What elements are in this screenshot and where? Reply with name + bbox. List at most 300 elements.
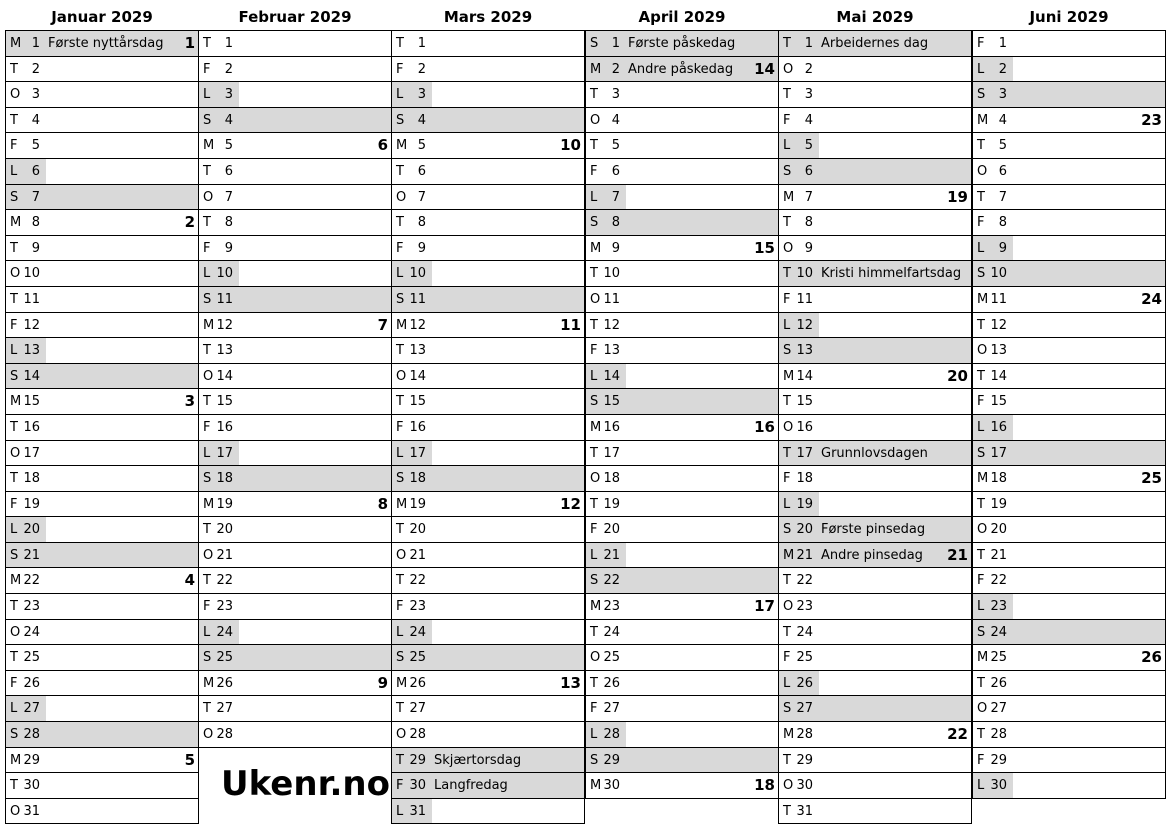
weekday-letter: S: [783, 343, 792, 359]
weekday-letter: S: [590, 36, 599, 51]
day-number: 21: [23, 547, 40, 563]
day-row: [199, 108, 391, 134]
weekday-letter: T: [396, 522, 404, 538]
day-row: [199, 313, 391, 339]
day-row: [586, 441, 778, 467]
day-number: 6: [611, 163, 620, 179]
weekday-letter: O: [783, 240, 794, 256]
day-number: 22: [603, 573, 620, 589]
day-number: 9: [998, 240, 1007, 256]
weekday-letter: F: [977, 36, 985, 51]
day-row: [973, 389, 1165, 415]
weekday-letter: F: [590, 522, 598, 538]
day-row: [779, 645, 971, 671]
week-number: 7: [377, 315, 388, 334]
weekday-letter: F: [396, 240, 404, 256]
weekday-letter: T: [203, 522, 211, 538]
day-row: [392, 645, 584, 671]
day-number: 16: [603, 419, 620, 435]
weekday-letter: T: [783, 36, 791, 51]
weekday-letter: T: [977, 317, 985, 333]
day-number: 12: [603, 317, 620, 333]
day-number: 27: [409, 701, 426, 717]
weekday-letter: M: [10, 215, 22, 231]
weekday-letter: T: [203, 394, 211, 410]
week-number: 25: [1141, 469, 1162, 488]
holiday-name: Første pinsedag: [821, 522, 926, 538]
day-row: [779, 466, 971, 492]
day-number: 18: [23, 471, 40, 487]
weekday-letter: L: [396, 87, 404, 103]
day-row: [199, 415, 391, 441]
weekday-letter: F: [203, 240, 211, 256]
day-row: [973, 441, 1165, 467]
day-number: 19: [603, 496, 620, 512]
day-number: 15: [603, 394, 620, 410]
day-row: [392, 31, 584, 57]
day-number: 15: [23, 394, 40, 410]
day-row: [779, 57, 971, 83]
day-row: [6, 620, 198, 646]
day-number: 16: [990, 419, 1007, 435]
day-row: [199, 389, 391, 415]
day-row: [973, 133, 1165, 159]
day-row: [973, 517, 1165, 543]
day-number: 23: [796, 599, 813, 615]
day-number: 4: [31, 112, 40, 128]
weekday-letter: O: [396, 368, 407, 384]
week-number: 8: [377, 494, 388, 513]
day-row: [973, 466, 1165, 492]
weekday-letter: T: [783, 394, 791, 410]
day-row: [779, 159, 971, 185]
weekday-letter: F: [977, 215, 985, 231]
day-row: [392, 133, 584, 159]
day-row: [392, 799, 584, 825]
day-row: [973, 748, 1165, 774]
holiday-name: Kristi himmelfartsdag: [821, 266, 962, 282]
weekday-letter: L: [396, 803, 404, 819]
day-number: 13: [216, 343, 233, 359]
day-row: [586, 210, 778, 236]
day-row: [199, 159, 391, 185]
day-row: [973, 261, 1165, 287]
weekday-letter: M: [590, 419, 602, 435]
weekday-letter: S: [783, 701, 792, 717]
day-number: 30: [796, 778, 813, 794]
day-row: [199, 645, 391, 671]
day-row: [779, 338, 971, 364]
day-number: 6: [998, 163, 1007, 179]
day-number: 3: [611, 87, 620, 103]
day-number: 11: [23, 291, 40, 307]
day-row: [392, 108, 584, 134]
day-row: [199, 722, 391, 748]
weekday-letter: M: [203, 138, 215, 154]
month-column: [198, 0, 392, 748]
day-row: [6, 722, 198, 748]
weekday-letter: M: [977, 112, 989, 128]
day-row: [779, 313, 971, 339]
holiday-name: Andre pinsedag: [821, 547, 923, 563]
weekday-letter: S: [977, 445, 986, 461]
day-number: 6: [804, 163, 813, 179]
day-row: [973, 645, 1165, 671]
weekday-letter: O: [977, 701, 988, 717]
day-number: 4: [417, 112, 426, 128]
day-number: 3: [31, 87, 40, 103]
weekday-letter: M: [783, 727, 795, 743]
week-number: 12: [560, 494, 581, 513]
day-number: 14: [409, 368, 426, 384]
day-number: 25: [990, 650, 1007, 666]
day-row: [586, 773, 778, 799]
day-number: 10: [216, 266, 233, 282]
month-column: [391, 0, 585, 824]
day-number: 24: [216, 624, 233, 640]
weekday-letter: T: [203, 36, 211, 51]
weekday-letter: L: [10, 163, 18, 179]
weekday-letter: M: [10, 394, 22, 410]
weekday-letter: F: [977, 573, 985, 589]
day-row: [392, 185, 584, 211]
day-number: 29: [409, 752, 426, 768]
weekday-letter: M: [783, 189, 795, 205]
day-number: 9: [611, 240, 620, 256]
weekday-letter: S: [203, 650, 212, 666]
weekday-letter: T: [396, 163, 404, 179]
weekday-letter: S: [590, 573, 599, 589]
day-row: [973, 568, 1165, 594]
day-number: 3: [224, 87, 233, 103]
day-number: 10: [990, 266, 1007, 282]
day-row: [779, 108, 971, 134]
day-number: 20: [796, 522, 813, 538]
weekday-letter: O: [977, 163, 988, 179]
weekday-letter: T: [977, 675, 985, 691]
day-number: 26: [216, 675, 233, 691]
weekday-letter: O: [10, 624, 21, 640]
day-number: 7: [224, 189, 233, 205]
day-number: 11: [216, 291, 233, 307]
day-row: [6, 31, 198, 57]
week-number: 21: [947, 545, 968, 564]
day-row: [586, 517, 778, 543]
day-row: [973, 594, 1165, 620]
day-row: [6, 82, 198, 108]
day-row: [6, 313, 198, 339]
weekday-letter: S: [590, 752, 599, 768]
weekday-letter: O: [783, 599, 794, 615]
day-number: 10: [603, 266, 620, 282]
day-number: 3: [998, 87, 1007, 103]
day-number: 5: [804, 138, 813, 154]
day-row: [392, 338, 584, 364]
day-row: [973, 185, 1165, 211]
day-number: 17: [990, 445, 1007, 461]
weekday-letter: O: [590, 471, 601, 487]
week-number: 19: [947, 187, 968, 206]
week-number: 20: [947, 366, 968, 385]
weekday-letter: M: [396, 675, 408, 691]
weekday-letter: F: [977, 394, 985, 410]
day-row: [6, 364, 198, 390]
day-number: 14: [23, 368, 40, 384]
weekday-letter: T: [977, 368, 985, 384]
day-number: 23: [409, 599, 426, 615]
day-row: [586, 82, 778, 108]
day-list: [391, 30, 585, 824]
day-number: 24: [603, 624, 620, 640]
day-number: 12: [990, 317, 1007, 333]
weekday-letter: L: [10, 343, 18, 359]
day-row: [586, 287, 778, 313]
day-number: 5: [417, 138, 426, 154]
day-row: [586, 696, 778, 722]
day-row: [779, 773, 971, 799]
day-row: [6, 748, 198, 774]
weekday-letter: F: [590, 163, 598, 179]
weekday-letter: L: [977, 778, 985, 794]
weekday-letter: M: [396, 138, 408, 154]
day-row: [392, 466, 584, 492]
day-number: 18: [603, 471, 620, 487]
weekday-letter: L: [10, 522, 18, 538]
day-number: 18: [216, 471, 233, 487]
week-number: 18: [754, 776, 775, 795]
day-number: 16: [216, 419, 233, 435]
weekday-letter: S: [396, 112, 405, 128]
week-number: 11: [560, 315, 581, 334]
weekday-letter: O: [203, 547, 214, 563]
day-number: 13: [23, 343, 40, 359]
day-number: 8: [611, 215, 620, 231]
day-row: [392, 261, 584, 287]
day-row: [973, 773, 1165, 799]
day-number: 22: [216, 573, 233, 589]
weekday-letter: L: [783, 138, 791, 154]
day-number: 8: [804, 215, 813, 231]
day-row: [392, 236, 584, 262]
day-number: 17: [23, 445, 40, 461]
weekday-letter: F: [10, 675, 18, 691]
day-row: [586, 620, 778, 646]
holiday-name: Andre påskedag: [628, 61, 734, 77]
day-row: [392, 441, 584, 467]
day-row: [199, 210, 391, 236]
weekday-letter: T: [783, 803, 791, 819]
day-row: [392, 415, 584, 441]
day-row: [392, 748, 584, 774]
weekday-letter: T: [10, 112, 18, 128]
day-row: [586, 261, 778, 287]
day-row: [779, 568, 971, 594]
weekday-letter: M: [783, 368, 795, 384]
day-row: [973, 492, 1165, 518]
weekday-letter: T: [977, 727, 985, 743]
weekday-letter: O: [396, 547, 407, 563]
day-row: [199, 620, 391, 646]
weekday-letter: T: [396, 394, 404, 410]
day-row: [779, 799, 971, 825]
week-number: 22: [947, 725, 968, 744]
weekday-letter: T: [783, 266, 791, 282]
month-title: April 2029: [638, 8, 726, 26]
weekday-letter: F: [396, 61, 404, 77]
weekday-letter: O: [10, 445, 21, 461]
day-row: [6, 57, 198, 83]
month-title: Januar 2029: [51, 8, 153, 26]
day-row: [392, 671, 584, 697]
week-number: 9: [377, 673, 388, 692]
week-number: 17: [754, 597, 775, 616]
week-number: 3: [184, 392, 195, 411]
day-row: [779, 210, 971, 236]
day-row: [586, 543, 778, 569]
weekday-letter: S: [590, 215, 599, 231]
day-row: [392, 568, 584, 594]
day-number: 22: [409, 573, 426, 589]
month-column: [585, 0, 779, 799]
weekday-letter: T: [10, 291, 18, 307]
day-row: [586, 313, 778, 339]
day-row: [779, 364, 971, 390]
day-number: 6: [31, 163, 40, 179]
day-row: [6, 517, 198, 543]
day-number: 27: [990, 701, 1007, 717]
day-number: 28: [603, 727, 620, 743]
weekday-letter: F: [396, 778, 404, 794]
day-number: 15: [409, 394, 426, 410]
month-column: [972, 0, 1166, 799]
day-row: [392, 82, 584, 108]
day-row: [392, 210, 584, 236]
day-number: 12: [216, 317, 233, 333]
weekday-letter: T: [590, 675, 598, 691]
day-row: [199, 594, 391, 620]
day-number: 22: [796, 573, 813, 589]
weekday-letter: M: [396, 317, 408, 333]
day-row: [779, 594, 971, 620]
day-row: [392, 159, 584, 185]
weekday-letter: M: [590, 778, 602, 794]
holiday-name: Første nyttårsdag: [48, 36, 164, 51]
day-row: [199, 543, 391, 569]
day-row: [6, 133, 198, 159]
day-number: 23: [990, 599, 1007, 615]
day-row: [779, 620, 971, 646]
day-row: [6, 799, 198, 825]
day-number: 18: [796, 471, 813, 487]
day-row: [586, 31, 778, 57]
weekday-letter: M: [977, 471, 989, 487]
weekday-letter: L: [396, 445, 404, 461]
day-number: 4: [611, 112, 620, 128]
weekday-letter: O: [203, 368, 214, 384]
day-row: [6, 492, 198, 518]
day-number: 2: [804, 61, 813, 77]
day-number: 6: [224, 163, 233, 179]
day-list: [585, 30, 779, 799]
day-row: [973, 210, 1165, 236]
week-number: 1: [184, 34, 195, 52]
weekday-letter: M: [10, 573, 22, 589]
day-number: 2: [224, 61, 233, 77]
day-row: [392, 773, 584, 799]
day-row: [199, 261, 391, 287]
day-number: 18: [409, 471, 426, 487]
day-number: 10: [409, 266, 426, 282]
day-number: 28: [409, 727, 426, 743]
day-row: [199, 517, 391, 543]
day-number: 8: [224, 215, 233, 231]
weekday-letter: M: [590, 61, 602, 77]
week-number: 15: [754, 238, 775, 257]
day-number: 21: [990, 547, 1007, 563]
weekday-letter: T: [10, 240, 18, 256]
day-number: 27: [796, 701, 813, 717]
day-number: 31: [23, 803, 40, 819]
weekday-letter: T: [590, 87, 598, 103]
day-number: 15: [216, 394, 233, 410]
weekday-letter: F: [783, 112, 791, 128]
weekday-letter: O: [590, 291, 601, 307]
weekday-letter: T: [396, 36, 404, 51]
day-row: [973, 82, 1165, 108]
weekday-letter: S: [396, 471, 405, 487]
day-number: 12: [796, 317, 813, 333]
day-row: [199, 82, 391, 108]
day-row: [779, 492, 971, 518]
day-row: [199, 31, 391, 57]
weekday-letter: F: [977, 752, 985, 768]
day-row: [392, 517, 584, 543]
day-number: 17: [796, 445, 813, 461]
weekday-letter: F: [590, 343, 598, 359]
weekday-letter: T: [977, 189, 985, 205]
day-row: [586, 133, 778, 159]
day-number: 13: [603, 343, 620, 359]
day-row: [586, 338, 778, 364]
day-number: 11: [603, 291, 620, 307]
day-row: [6, 389, 198, 415]
weekday-letter: T: [783, 215, 791, 231]
day-row: [973, 364, 1165, 390]
day-number: 30: [409, 778, 426, 794]
day-number: 20: [23, 522, 40, 538]
weekday-letter: S: [396, 291, 405, 307]
day-row: [973, 108, 1165, 134]
day-number: 14: [216, 368, 233, 384]
weekday-letter: O: [590, 112, 601, 128]
holiday-name: Langfredag: [434, 778, 508, 794]
day-row: [6, 338, 198, 364]
day-row: [199, 338, 391, 364]
day-number: 27: [23, 701, 40, 717]
weekday-letter: S: [10, 189, 19, 205]
day-number: 2: [417, 61, 426, 77]
day-row: [586, 57, 778, 83]
day-row: [973, 671, 1165, 697]
holiday-name: Skjærtorsdag: [434, 752, 522, 768]
day-number: 22: [990, 573, 1007, 589]
weekday-letter: S: [590, 394, 599, 410]
weekday-letter: L: [203, 624, 211, 640]
day-number: 9: [417, 240, 426, 256]
day-number: 7: [611, 189, 620, 205]
day-row: [779, 696, 971, 722]
weekday-letter: O: [10, 266, 21, 282]
